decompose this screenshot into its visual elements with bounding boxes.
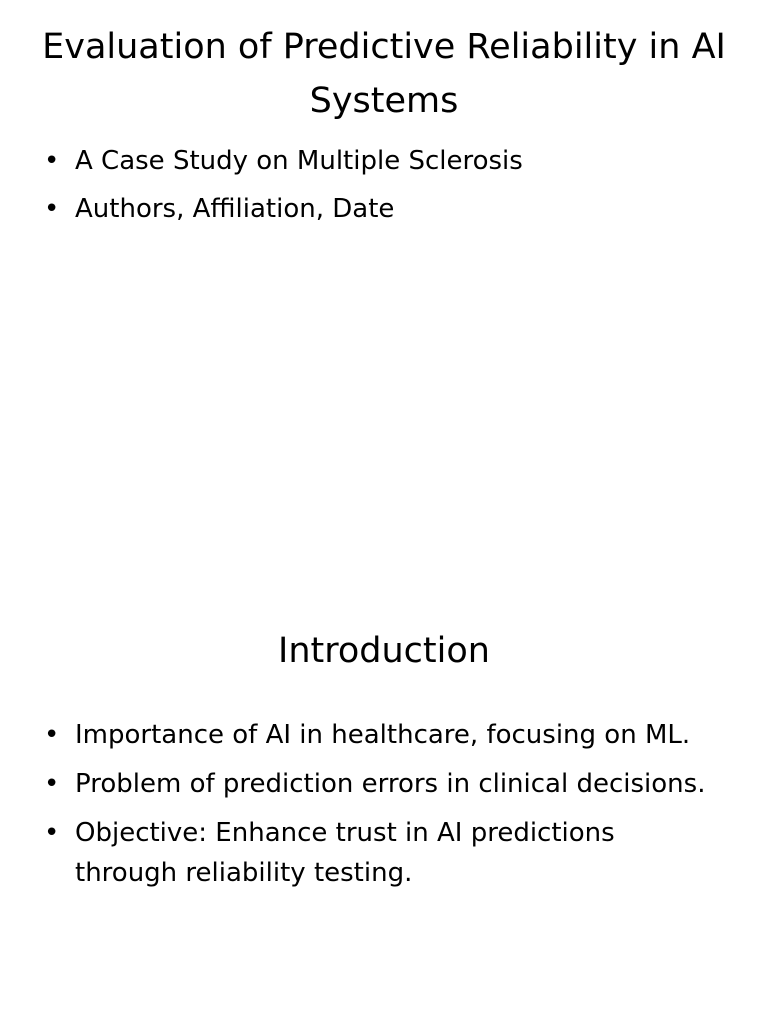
bullet-text: A Case Study on Multiple Sclerosis — [75, 146, 523, 176]
bullet-item-importance — [44, 715, 724, 755]
bullet-icon: • — [44, 146, 60, 176]
bullet-text: Problem of prediction errors in clinical decisions. — [75, 769, 706, 799]
bullet-icon: • — [44, 818, 60, 848]
bullet-text: Authors, Affiliation, Date — [75, 194, 395, 224]
slide-title-bullet-list — [44, 141, 724, 237]
bullet-icon: • — [44, 769, 60, 799]
bullet-text: Importance of AI in healthcare, focusing on ML. — [75, 720, 691, 750]
bullet-icon: • — [44, 720, 60, 750]
bullet-item-authors — [44, 189, 724, 229]
slide-introduction — [0, 576, 768, 1024]
bullet-item-objective — [44, 813, 724, 893]
slide-introduction-bullet-list — [44, 715, 724, 902]
slide-title-heading: Evaluation of Predictive Reliability in AI Systems — [42, 27, 726, 121]
bullet-item-subtitle — [44, 141, 724, 181]
bullet-icon: • — [44, 194, 60, 224]
bullet-item-problem — [44, 764, 724, 804]
bullet-text: Objective: Enhance trust in AI predictions through reliability testing. — [75, 818, 615, 888]
slide-introduction-heading: Introduction — [278, 631, 490, 671]
